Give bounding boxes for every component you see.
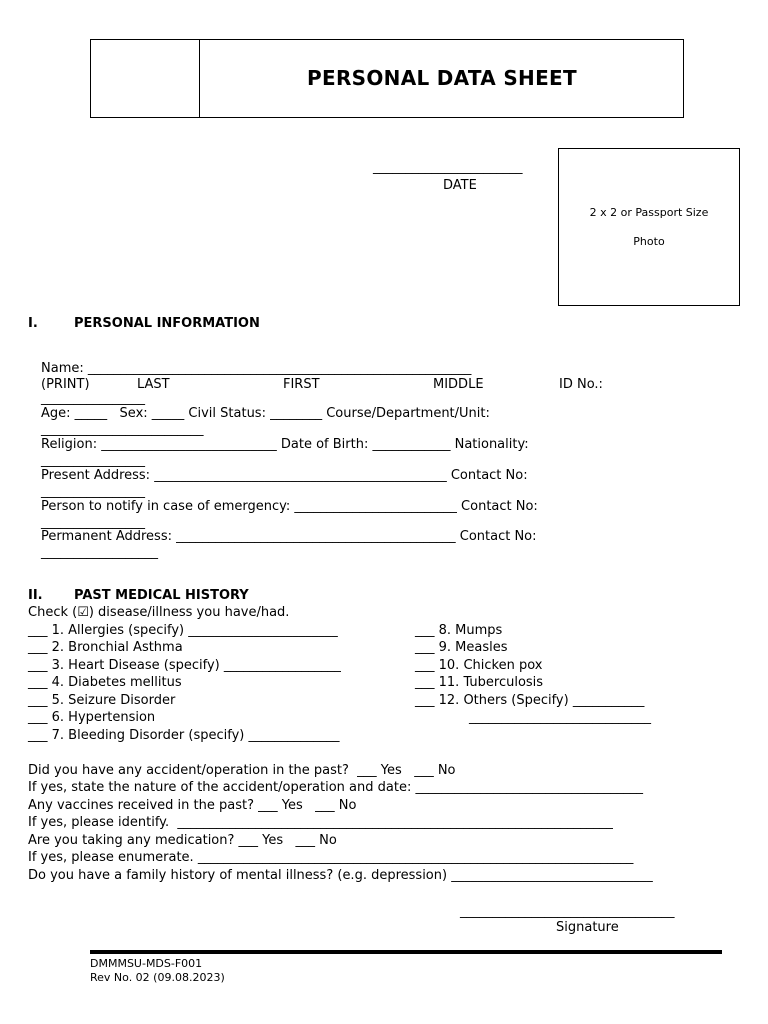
illness-item-bleeding[interactable]: ___ 7. Bleeding Disorder (specify) ______________ [28, 728, 340, 743]
id-number-label: ID No.: [559, 377, 603, 392]
id-number-field[interactable]: ________________ [41, 391, 145, 406]
personal-information-heading: PERSONAL INFORMATION [74, 316, 260, 331]
last-name-label: LAST [137, 377, 170, 392]
illness-item-tuberculosis[interactable]: ___ 11. Tuberculosis [415, 675, 544, 690]
form-code: DMMMSU-MDS-F001 [90, 957, 203, 970]
photo-label: Photo [633, 235, 665, 248]
illness-item-seizure[interactable]: ___ 5. Seizure Disorder [28, 693, 176, 708]
medication-details-field[interactable]: If yes, please enumerate. ___________________________________________________________________ [28, 850, 634, 865]
illness-item-hypertension[interactable]: ___ 6. Hypertension [28, 710, 156, 725]
date-label: DATE [443, 178, 477, 193]
name-field[interactable]: Name: ___________________________________________________________ [41, 361, 472, 376]
emergency-contact-row[interactable]: Person to notify in case of emergency: _________________________ Contact No: [41, 499, 538, 514]
religion-birth-row[interactable]: Religion: ___________________________ Date of Birth: ____________ Nationality: [41, 437, 529, 452]
revision-number: Rev No. 02 (09.08.2023) [90, 971, 225, 984]
others-specify-field[interactable]: ____________________________ [469, 710, 651, 725]
past-medical-history-heading: PAST MEDICAL HISTORY [74, 588, 249, 603]
illness-item-mumps[interactable]: ___ 8. Mumps [415, 623, 503, 638]
permanent-contact-field[interactable]: __________________ [41, 545, 158, 560]
section-number-2: II. [28, 588, 43, 603]
print-label: (PRINT) [41, 377, 90, 392]
medication-question[interactable]: Are you taking any medication? ___ Yes ___ No [28, 833, 337, 848]
illness-item-measles[interactable]: ___ 9. Measles [415, 640, 508, 655]
illness-item-others[interactable]: ___ 12. Others (Specify) ___________ [415, 693, 645, 708]
family-history-question[interactable]: Do you have a family history of mental illness? (e.g. depression) _______________________________ [28, 868, 653, 883]
permanent-address-row[interactable]: Permanent Address: ___________________________________________ Contact No: [41, 529, 537, 544]
photo-size-label: 2 x 2 or Passport Size [589, 206, 709, 219]
signature-label: Signature [556, 920, 619, 935]
illness-item-allergies[interactable]: ___ 1. Allergies (specify) _______________________ [28, 623, 338, 638]
section-number-1: I. [28, 316, 38, 331]
photo-box [558, 148, 740, 306]
present-contact-field[interactable]: ________________ [41, 484, 145, 499]
logo-cell [91, 40, 200, 117]
first-name-label: FIRST [283, 377, 320, 392]
nationality-field[interactable]: ________________ [41, 453, 145, 468]
emergency-contact-no-field[interactable]: ________________ [41, 515, 145, 530]
header-box [90, 39, 684, 118]
vaccine-question[interactable]: Any vaccines received in the past? ___ Yes ___ No [28, 798, 357, 813]
illness-item-heart-disease[interactable]: ___ 3. Heart Disease (specify) __________________ [28, 658, 341, 673]
date-field[interactable]: _______________________ [373, 160, 523, 175]
vaccine-details-field[interactable]: If yes, please identify. ___________________________________________________________________ [28, 815, 613, 830]
medical-instruction: Check (☑) disease/illness you have/had. [28, 605, 290, 620]
present-address-row[interactable]: Present Address: _____________________________________________ Contact No: [41, 468, 528, 483]
accident-details-field[interactable]: If yes, state the nature of the accident/operation and date: ___________________________________ [28, 780, 643, 795]
illness-item-asthma[interactable]: ___ 2. Bronchial Asthma [28, 640, 183, 655]
middle-name-label: MIDDLE [433, 377, 484, 392]
footer-rule [90, 950, 722, 954]
illness-item-chicken-pox[interactable]: ___ 10. Chicken pox [415, 658, 543, 673]
illness-item-diabetes[interactable]: ___ 4. Diabetes mellitus [28, 675, 182, 690]
course-department-field[interactable]: _________________________ [41, 422, 204, 437]
signature-field[interactable]: _________________________________ [460, 904, 675, 919]
accident-question[interactable]: Did you have any accident/operation in the past? ___ Yes ___ No [28, 763, 456, 778]
age-sex-status-row[interactable]: Age: _____ Sex: _____ Civil Status: ________ Course/Department/Unit: [41, 406, 490, 421]
page-title: PERSONAL DATA SHEET [307, 66, 577, 90]
